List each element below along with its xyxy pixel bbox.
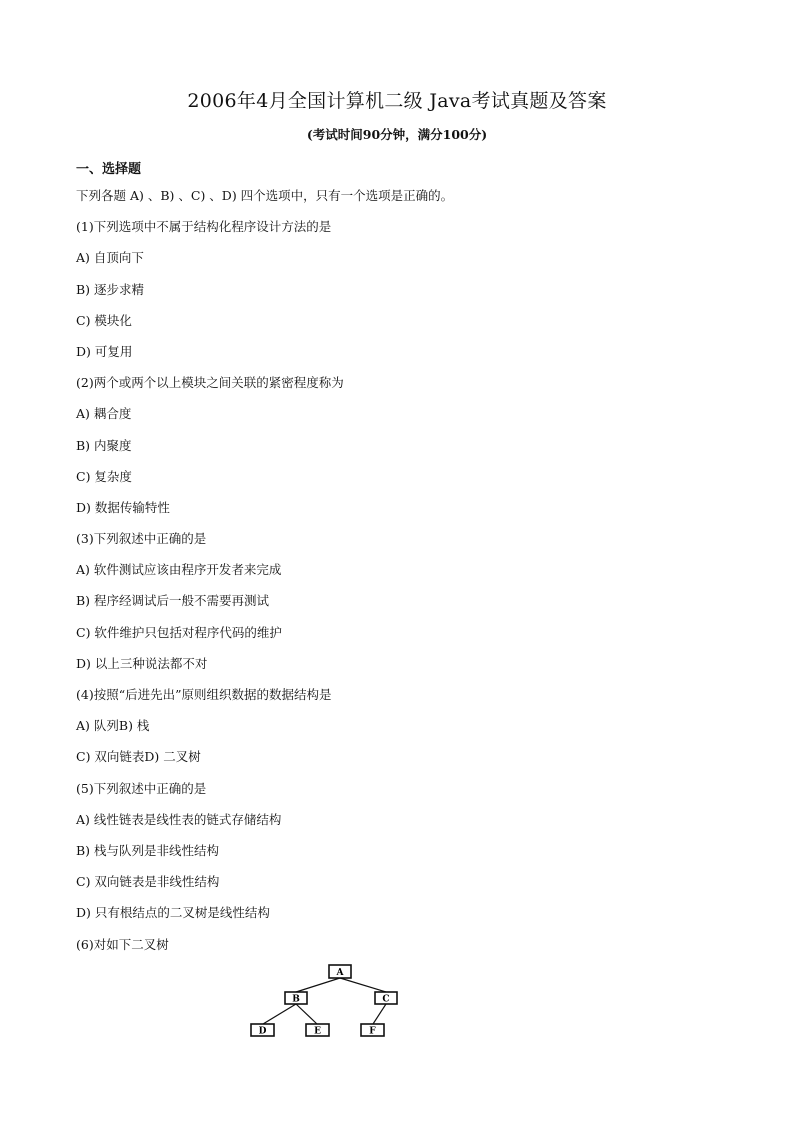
- question-5: (5)下列叙述中正确的是: [76, 780, 207, 796]
- q2-option-d: D) 数据传输特性: [76, 499, 170, 515]
- edge-c-f: [373, 1004, 386, 1024]
- binary-tree-figure: [240, 960, 420, 1045]
- question-4: (4)按照“后进先出”原则组织数据的数据结构是: [76, 687, 332, 702]
- question-list: [76, 186, 736, 966]
- instruction-text: 下列各题 A) 、B) 、C) 、D) 四个选项中，只有一个选项是正确的。: [76, 188, 454, 203]
- node-a-label: A: [336, 968, 344, 978]
- q5-option-d: D) 只有根结点的二叉树是线性结构: [76, 905, 270, 921]
- q1-option-c: C) 模块化: [76, 312, 132, 328]
- node-f-label: F: [369, 1026, 376, 1037]
- q2-option-c: C) 复杂度: [76, 468, 132, 484]
- binary-tree-svg: [240, 960, 420, 1045]
- node-d: [251, 1024, 274, 1037]
- node-d-label: D: [258, 1026, 267, 1037]
- edge-b-d: [263, 1004, 296, 1024]
- document-subtitle: (考试时间90分钟，满分100分): [306, 127, 488, 142]
- q3-option-d: D) 以上三种说法都不对: [76, 655, 208, 671]
- q1-option-d: D) 可复用: [76, 343, 133, 359]
- edge-a-b: [296, 978, 340, 992]
- q2-option-b: B) 内聚度: [76, 437, 132, 453]
- node-f: [361, 1024, 384, 1037]
- question-2: (2)两个或两个以上模块之间关联的紧密程度称为: [76, 375, 344, 391]
- q1-option-b: B) 逐步求精: [76, 281, 145, 297]
- question-1: (1)下列选项中不属于结构化程序设计方法的是: [76, 219, 332, 235]
- node-b-label: B: [292, 994, 300, 1005]
- q3-option-c: C) 软件维护只包括对程序代码的维护: [76, 624, 282, 640]
- node-e: [306, 1024, 329, 1037]
- node-b: [285, 992, 307, 1005]
- question-6: (6)对如下二叉树: [76, 936, 169, 952]
- tree-edges: [263, 978, 386, 1024]
- q2-option-a: A) 耦合度: [76, 406, 132, 422]
- q5-option-b: B) 栈与队列是非线性结构: [76, 842, 220, 858]
- node-c-label: C: [382, 994, 390, 1005]
- node-a: [329, 965, 351, 978]
- node-c: [375, 992, 397, 1005]
- q4-options-cd: C) 双向链表D) 二叉树: [76, 749, 201, 765]
- document-title: 2006年4月全国计算机二级 Java考试真题及答案: [187, 90, 607, 112]
- q3-option-b: B) 程序经调试后一般不需要再测试: [76, 593, 270, 609]
- node-e-label: E: [314, 1026, 321, 1037]
- q5-option-c: C) 双向链表是非线性结构: [76, 874, 220, 890]
- q1-option-a: A) 自顶向下: [76, 250, 144, 266]
- section-heading: 一、选择题: [76, 162, 142, 177]
- edge-a-c: [340, 978, 386, 992]
- q4-options-ab: A) 队列B) 栈: [76, 718, 150, 734]
- question-3: (3)下列叙述中正确的是: [76, 531, 207, 547]
- q5-option-a: A) 线性链表是线性表的链式存储结构: [76, 811, 282, 827]
- q3-option-a: A) 软件测试应该由程序开发者来完成: [76, 562, 282, 578]
- edge-b-e: [296, 1004, 317, 1024]
